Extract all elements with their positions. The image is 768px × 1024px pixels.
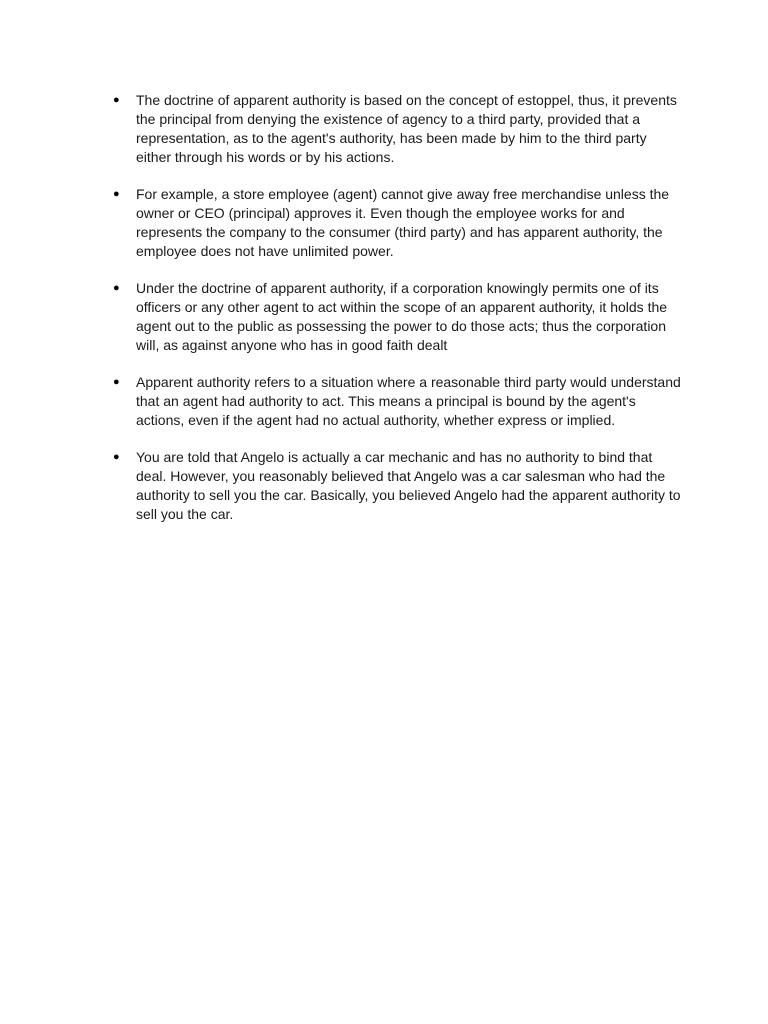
bullet-dot-icon: ● xyxy=(113,94,120,106)
bullet-text: Apparent authority refers to a situation where a reasonable third party would understand that an agent had authority to act. This means a principal is bound by the agent's actions, even if the agent had no actual authority, whether express or implied. xyxy=(136,374,681,428)
bullet-item-corporation-doctrine xyxy=(110,279,685,355)
bullet-dot-icon: ● xyxy=(113,376,120,388)
bullet-item-reasonable-third-party xyxy=(110,373,685,430)
bullet-text: For example, a store employee (agent) cannot give away free merchandise unless the owner or CEO (principal) approves it. Even though the employee works for and represents the company to the consumer (third party) and has apparent authority, the employee does not have unlimited power. xyxy=(136,186,670,259)
bullet-dot-icon: ● xyxy=(113,451,120,463)
bullet-text: The doctrine of apparent authority is based on the concept of estoppel, thus, it prevents the principal from denying the existence of agency to a third party, provided that a representation, as to the agent's authority, has been made by him to the third party either through his words or by his actions. xyxy=(136,92,677,165)
bullet-text: You are told that Angelo is actually a car mechanic and has no authority to bind that deal. However, you reasonably believed that Angelo was a car salesman who had the authority to sell you the car. Basically, you believed Angelo had the apparent authority to sell you the car. xyxy=(136,449,681,522)
bullet-item-apparent-authority-estoppel xyxy=(110,91,685,167)
bullet-text: Under the doctrine of apparent authority, if a corporation knowingly permits one of its officers or any other agent to act within the scope of an apparent authority, it holds the agent out to the public as possessing the power to do those acts; thus the corporation will, as against anyone who has in good faith dealt xyxy=(136,280,668,353)
bullet-dot-icon: ● xyxy=(113,282,120,294)
bullet-item-angelo-example xyxy=(110,448,685,524)
bullet-dot-icon: ● xyxy=(113,188,120,200)
bullet-item-store-employee-example xyxy=(110,185,685,261)
bullet-list xyxy=(110,91,685,542)
